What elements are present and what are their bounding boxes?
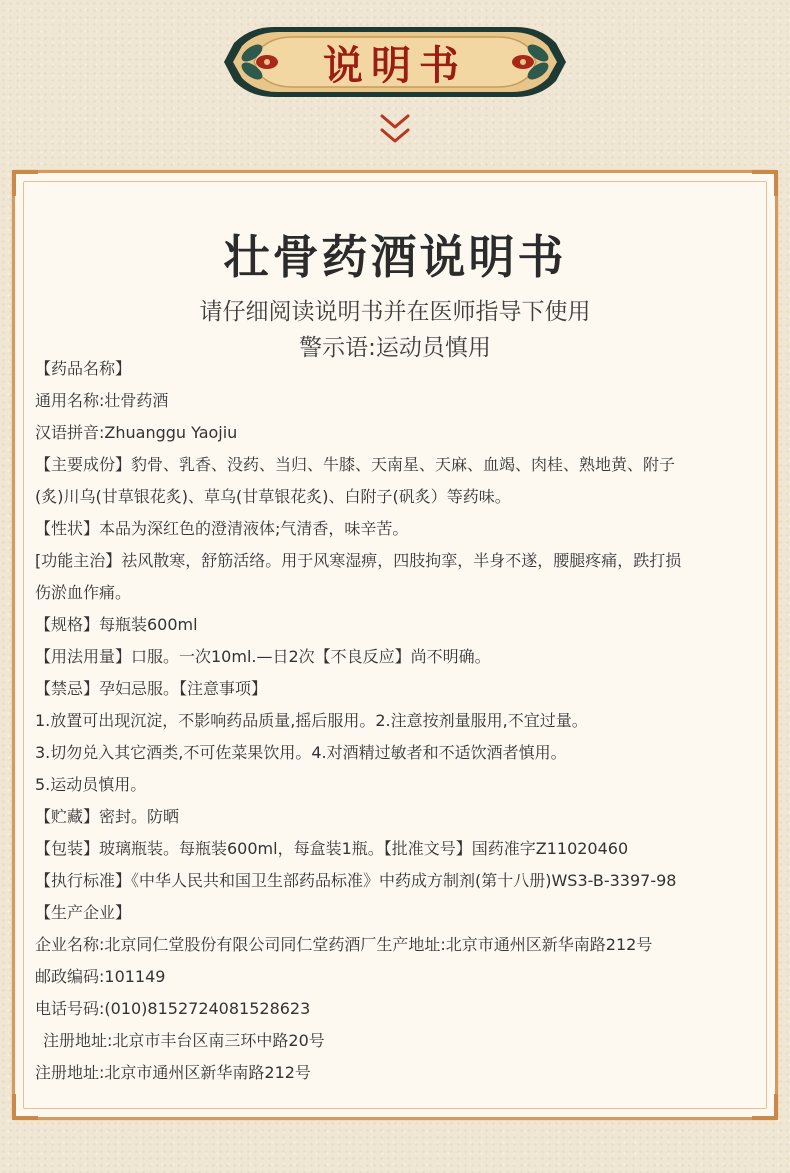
- text-line: 【主要成份】豹骨、乳香、没药、当归、牛膝、天南星、天麻、血竭、肉桂、熟地黄、附子: [35, 455, 676, 474]
- corner-ornament: [752, 1094, 778, 1120]
- document-title: 壮骨药酒说明书: [223, 230, 567, 284]
- text-line: 5.运动员慎用。: [35, 775, 147, 794]
- text-line: (炙)川乌(甘草银花炙)、草乌(甘草银花炙)、白附子(矾炙）等药味。: [35, 487, 511, 506]
- text-line: 【生产企业】: [35, 903, 132, 922]
- warning-text: 警示语:运动员慎用: [299, 335, 491, 361]
- text-line: [功能主治】祛风散寒，舒筋活络。用于风寒湿痹，四肢拘挛，半身不遂，腰腿疼痛，跌打损: [35, 551, 682, 570]
- text-line: 【禁忌】孕妇忌服。【注意事项】: [35, 679, 268, 698]
- text-line: 【贮藏】密封。防晒: [35, 807, 180, 826]
- corner-ornament: [12, 1094, 38, 1120]
- text-line: 企业名称:北京同仁堂股份有限公司同仁堂药酒厂生产地址:北京市通州区新华南路212号: [35, 935, 653, 954]
- text-line: 【执行标准】《中华人民共和国卫生部药品标准》中药成方制剂(第十八册)WS3-B-3397-98: [35, 871, 677, 890]
- text-line: 电话号码:(010)8152724081528623: [35, 999, 311, 1018]
- text-line: 【包装】玻璃瓶装。每瓶装600ml，每盒装1瓶。【批准文号】国药准字Z11020460: [35, 839, 629, 858]
- instruction-card: [12, 170, 778, 1120]
- text-line: 【药品名称】: [35, 359, 132, 378]
- chevron-down-icon: [378, 112, 412, 150]
- document-subtitle: 请仔细阅读说明书并在医师指导下使用: [199, 299, 591, 325]
- text-line: 注册地址:北京市通州区新华南路212号: [35, 1063, 311, 1082]
- corner-ornament: [752, 170, 778, 196]
- text-line: 伤淤血作痛。: [35, 583, 132, 602]
- instruction-body: [35, 353, 765, 1089]
- corner-ornament: [12, 170, 38, 196]
- header-banner: [222, 23, 568, 101]
- text-line: 1.放置可出现沉淀，不影响药品质量,摇后服用。2.注意按剂量服用,不宜过量。: [35, 711, 588, 730]
- text-line: 汉语拼音:Zhuanggu Yaojiu: [35, 423, 238, 442]
- text-line: 注册地址:北京市丰台区南三环中路20号: [43, 1031, 325, 1050]
- text-line: 【性状】本品为深红色的澄清液体;气清香，味辛苦。: [35, 519, 409, 538]
- text-line: 【用法用量】口服。一次10ml.—日2次【不良反应】尚不明确。: [35, 647, 491, 666]
- text-line: 邮政编码:101149: [35, 967, 166, 986]
- banner-title: 说明书: [323, 41, 467, 89]
- text-line: 3.切勿兑入其它酒类,不可佐菜果饮用。4.对酒精过敏者和不适饮酒者慎用。: [35, 743, 567, 762]
- text-line: 【规格】每瓶装600ml: [35, 615, 198, 634]
- text-line: 通用名称:壮骨药酒: [35, 391, 169, 410]
